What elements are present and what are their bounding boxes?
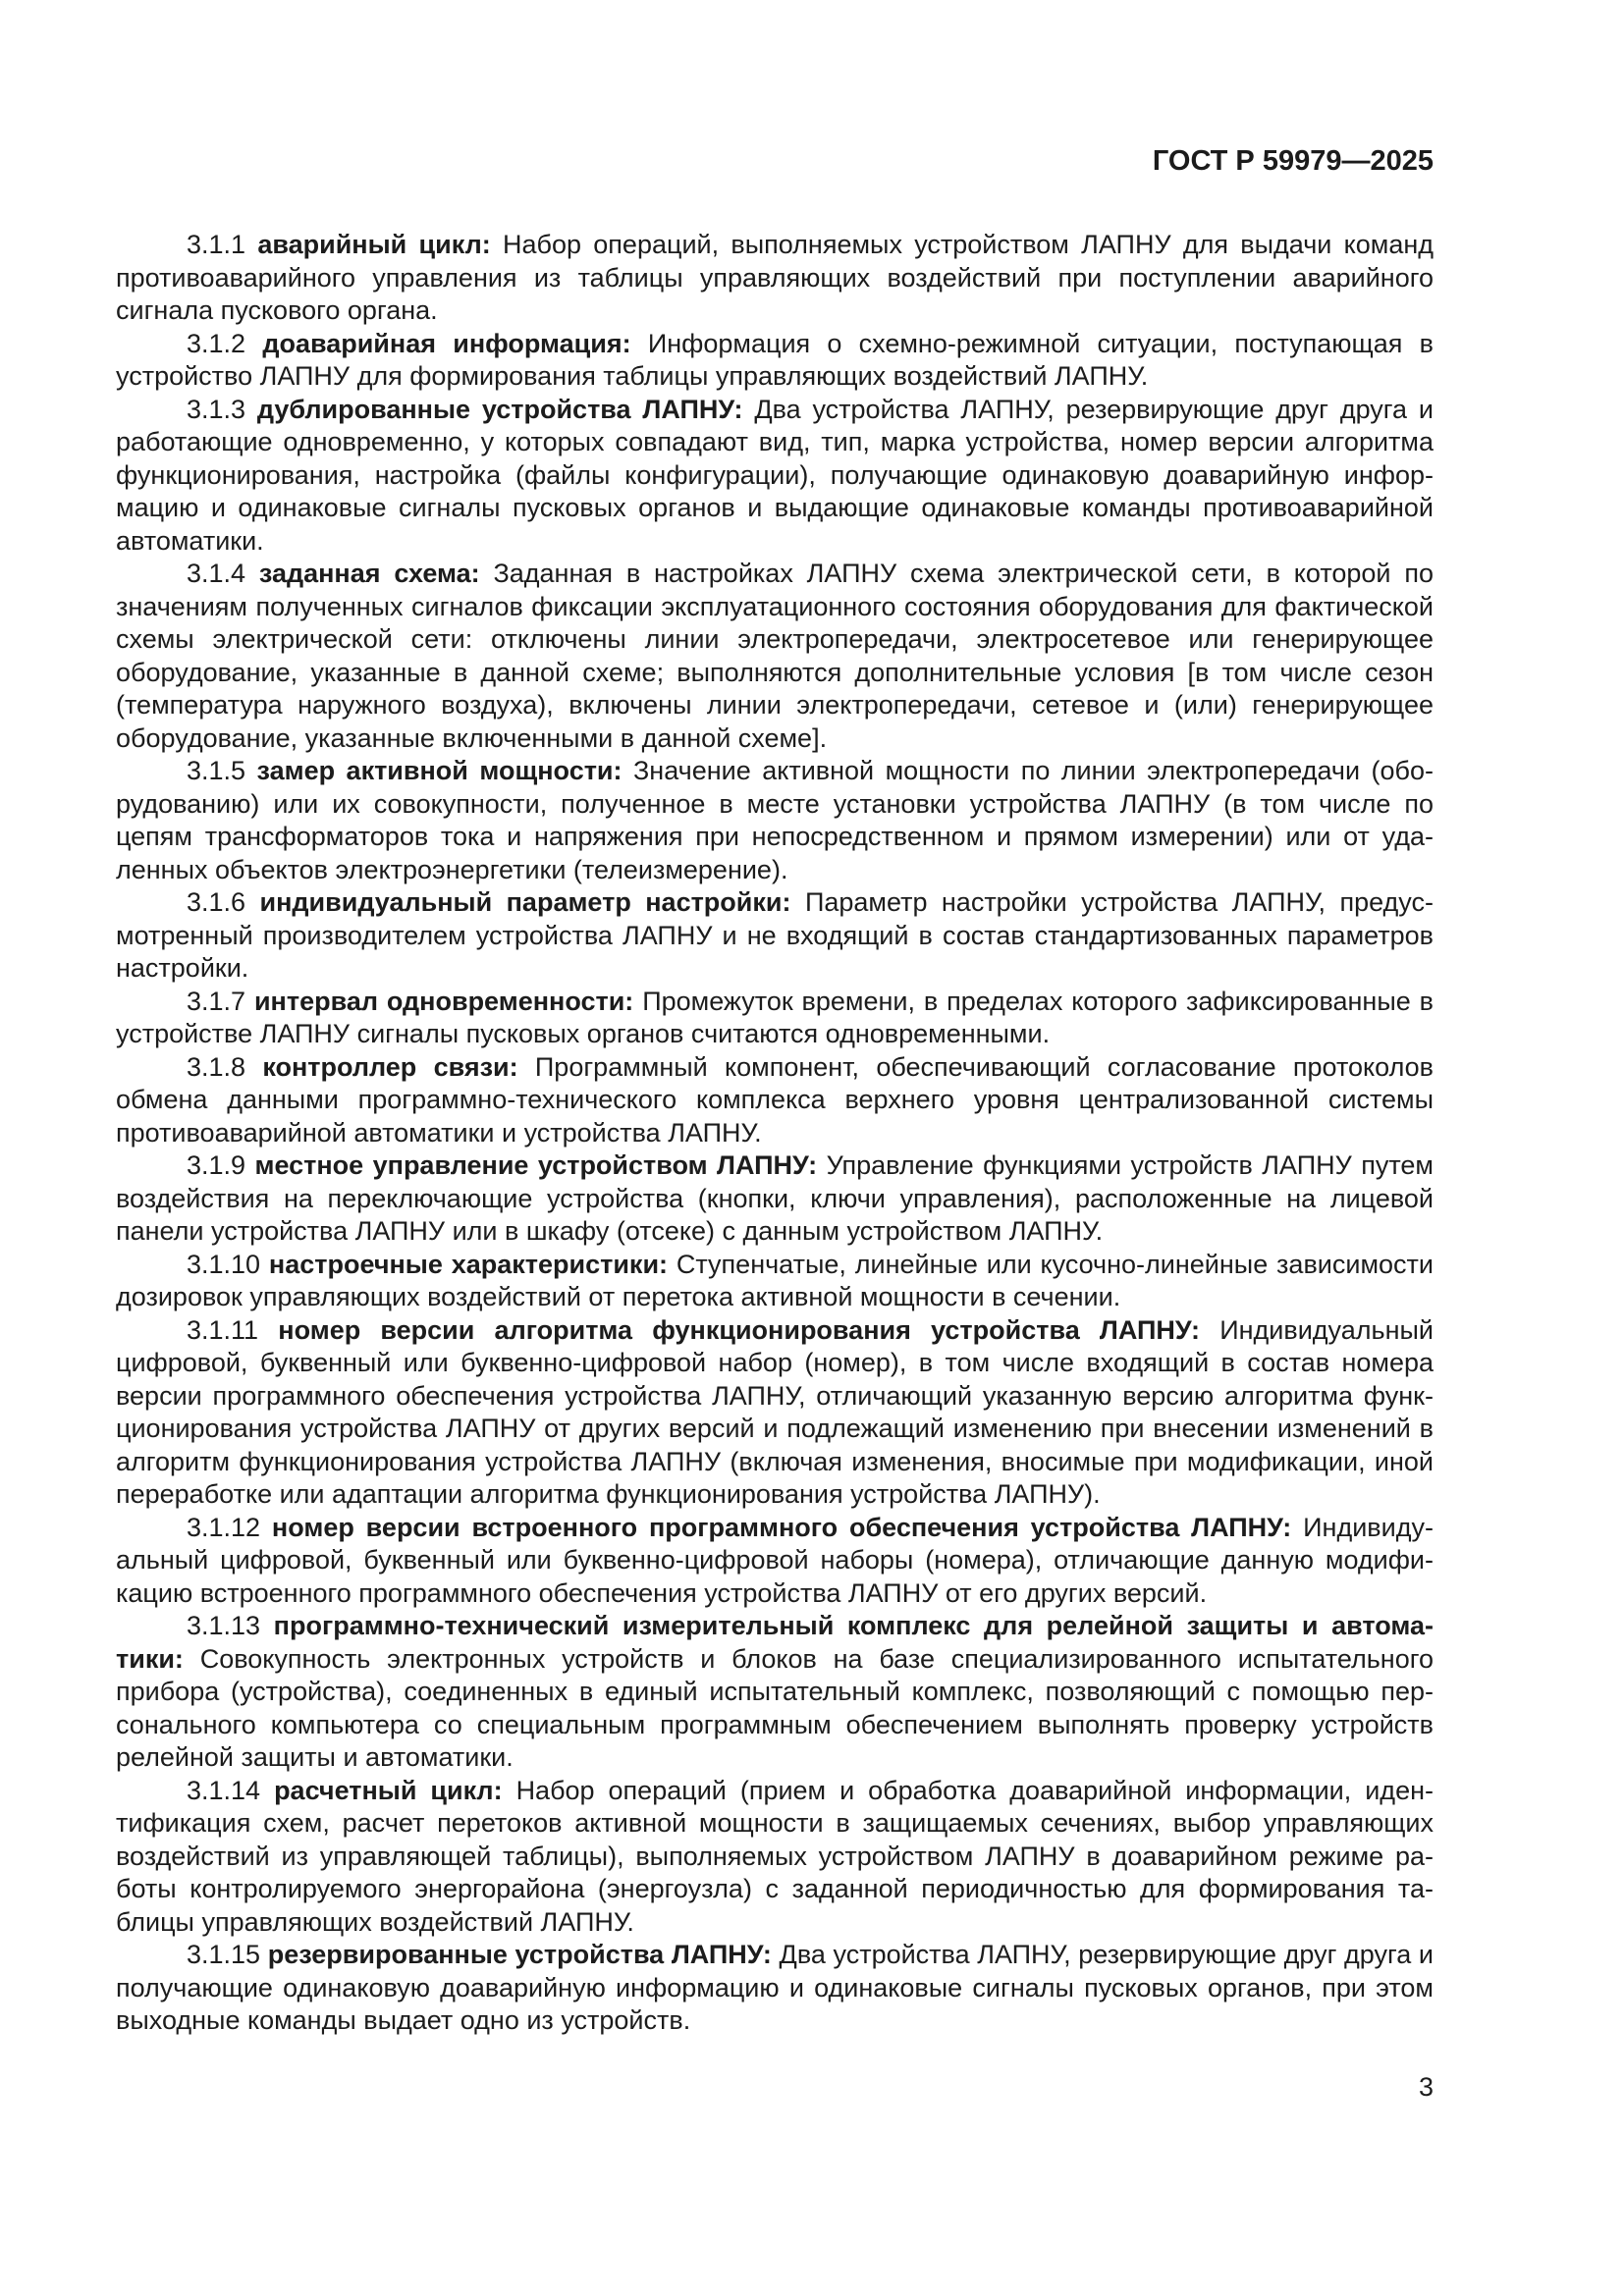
term-definition: Ступенчатые, линейные или кусочно-линейные зависимости дозировок управляющих воздействий от перетока активной мощности в сечении. xyxy=(116,1249,1434,1311)
term-definition: Два устройства ЛАПНУ, резервирующие друг друга и получающие одинаковую доаварийную информацию и одинаковые сигналы пусковых органов, при этом выходные команды выдает одно из устройств. xyxy=(116,1940,1434,2035)
term-number: 3.1.5 xyxy=(187,756,246,785)
term-definition: Промежуток времени, в пределах которого зафиксированные в устройстве ЛАПНУ сигналы пусковых органов считаются одновременными. xyxy=(116,986,1434,1048)
term-number: 3.1.11 xyxy=(187,1314,259,1345)
term-number: 3.1.6 xyxy=(187,887,246,917)
term-paragraph xyxy=(116,229,1434,328)
term-definition: Программный компонент, обеспечивающий согласование протоколов обмена данными программно-технического комплекса верхнего уровня централизованной системы противоаварийной автоматики и устройства ЛАПНУ. xyxy=(116,1051,1434,1148)
term-definition: Набор операций (прием и обработка доаварийной информации, идентификация схем, расчет перетоков активной мощности в защищаемых сечениях, выбор управляющих воздействий из управляющей таблицы), выполняемых устройством ЛАПНУ в доаварийном режиме работы контролируемого энергорайона (энергоузла) с заданной периодичностью для формирования таблицы управляющих воздействий ЛАПНУ. xyxy=(116,1775,1434,1937)
page-number: 3 xyxy=(1418,2072,1434,2102)
term-number: 3.1.13 xyxy=(187,1611,261,1640)
term-number: 3.1.4 xyxy=(187,559,246,588)
term-title: резервированные устройства ЛАПНУ: xyxy=(267,1940,772,1969)
term-title: настроечные характеристики: xyxy=(268,1249,669,1279)
term-title: номер версии встроенного программного обеспечения устройства ЛАПНУ: xyxy=(271,1512,1292,1542)
term-title: дублированные устройства ЛАПНУ: xyxy=(256,394,743,424)
term-paragraph xyxy=(116,1249,1434,1314)
term-title: номер версии алгоритма функционирования устройства ЛАПНУ: xyxy=(278,1314,1201,1345)
term-paragraph xyxy=(116,328,1434,394)
term-paragraph xyxy=(116,1314,1434,1512)
term-title: доаварийная информация: xyxy=(262,328,631,358)
term-paragraph xyxy=(116,1775,1434,1940)
term-paragraph xyxy=(116,1610,1434,1775)
term-number: 3.1.14 xyxy=(187,1775,261,1805)
term-number: 3.1.7 xyxy=(187,986,246,1016)
term-title: интервал одновременности: xyxy=(253,986,634,1016)
term-title: местное управление устройством ЛАПНУ: xyxy=(254,1150,818,1180)
term-paragraph xyxy=(116,1939,1434,2038)
term-definition: Индивидуальный цифровой, буквенный или буквенно-цифровой набор (номер), в том числе входящий в состав номера версии программного обеспечения устройства ЛАПНУ, отличающий указанную версию алгоритма функционирования устройства ЛАПНУ от других версий и подлежащий изменению при внесении изменений в алгоритм функционирования устройства ЛАПНУ (включая изменения, вносимые при модификации, иной переработке или адаптации алгоритма функционирования устройства ЛАПНУ). xyxy=(116,1314,1434,1509)
term-title: индивидуальный параметр настройки: xyxy=(259,887,791,917)
term-number: 3.1.15 xyxy=(187,1940,261,1969)
term-title: аварийный цикл: xyxy=(257,230,491,259)
term-paragraph xyxy=(116,755,1434,886)
term-paragraph xyxy=(116,558,1434,755)
term-definition: Параметр настройки устройства ЛАПНУ, предусмотренный производителем устройства ЛАПНУ и не входящий в состав стандартизованных параметров настройки. xyxy=(116,887,1434,983)
term-number: 3.1.8 xyxy=(187,1051,246,1082)
term-number: 3.1.10 xyxy=(187,1249,261,1279)
term-title: контроллер связи: xyxy=(262,1051,518,1082)
term-title: программно-технический измерительный комплекс для релейной защиты и автоматики: xyxy=(116,1611,1434,1674)
term-number: 3.1.3 xyxy=(187,394,246,424)
term-definition: Индивидуальный цифровой, буквенный или буквенно-цифровой наборы (номера), отличающие данную модификацию встроенного программного обеспечения устройства ЛАПНУ от его других версий. xyxy=(116,1512,1434,1608)
term-definition: Управление функциями устройств ЛАПНУ путем воздействия на переключающие устройства (кнопки, ключи управления), расположенные на лицевой панели устройства ЛАПНУ или в шкафу (отсеке) с данным устройством ЛАПНУ. xyxy=(116,1150,1434,1246)
term-number: 3.1.9 xyxy=(187,1150,246,1180)
term-paragraph xyxy=(116,986,1434,1051)
term-paragraph xyxy=(116,1512,1434,1611)
term-title: заданная схема: xyxy=(258,559,480,588)
term-paragraph xyxy=(116,1149,1434,1249)
term-definition: Два устройства ЛАПНУ, резервирующие друг друга и работающие одновременно, у которых совпадают вид, тип, марка устройства, номер версии алгоритма функционирования, настройка (файлы конфигурации), получающие одинаковую доаварийную информацию и одинаковые сигналы пусковых органов и выдающие одинаковые команды противоаварийной автоматики. xyxy=(116,394,1434,556)
term-definition: Значение активной мощности по линии электропередачи (оборудованию) или их совокупности, полученное в месте установки устройства ЛАПНУ (в том числе по цепям трансформаторов тока и напряжения при непосредственном и прямом измерении) или от удаленных объектов электроэнергетики (телеизмерение). xyxy=(116,756,1434,884)
term-title: расчетный цикл: xyxy=(274,1775,503,1805)
term-title: замер активной мощности: xyxy=(256,756,623,785)
term-definition: Совокупность электронных устройств и блоков на базе специализированного испытательного прибора (устройства), соединенных в единый испытательный комплекс, позволяющий с помощью персонального компьютера со специальным программным обеспечением выполнять проверку устройств релейной защиты и автоматики. xyxy=(116,1643,1434,1772)
term-paragraph xyxy=(116,394,1434,559)
term-number: 3.1.1 xyxy=(187,230,246,259)
term-definition: Информация о схемно-режимной ситуации, поступающая в устройство ЛАПНУ для формирования таблицы управляющих воздействий ЛАПНУ. xyxy=(116,328,1434,391)
term-definition: Набор операций, выполняемых устройством ЛАПНУ для выдачи команд противоаварийного управления из таблицы управляющих воздействий при поступлении аварийного сигнала пускового органа. xyxy=(116,230,1434,325)
term-number: 3.1.12 xyxy=(187,1512,261,1542)
term-paragraph xyxy=(116,1051,1434,1150)
document-code: ГОСТ Р 59979—2025 xyxy=(1152,145,1434,177)
term-definition: Заданная в настройках ЛАПНУ схема электрической сети, в которой по значениям полученных сигналов фиксации эксплуатационного состояния оборудования для фактической схемы электрической сети: отключены линии электропередачи, электросетевое или генерирующее оборудование, указанные в данной схеме; выполняются дополнительные условия [в том числе сезон (температура наружного воздуха), включены линии электропередачи, сетевое и (или) генерирующее оборудование, указанные включенными в данной схеме]. xyxy=(116,559,1434,753)
terms-section xyxy=(116,229,1434,2038)
term-number: 3.1.2 xyxy=(187,328,246,358)
term-paragraph xyxy=(116,886,1434,986)
